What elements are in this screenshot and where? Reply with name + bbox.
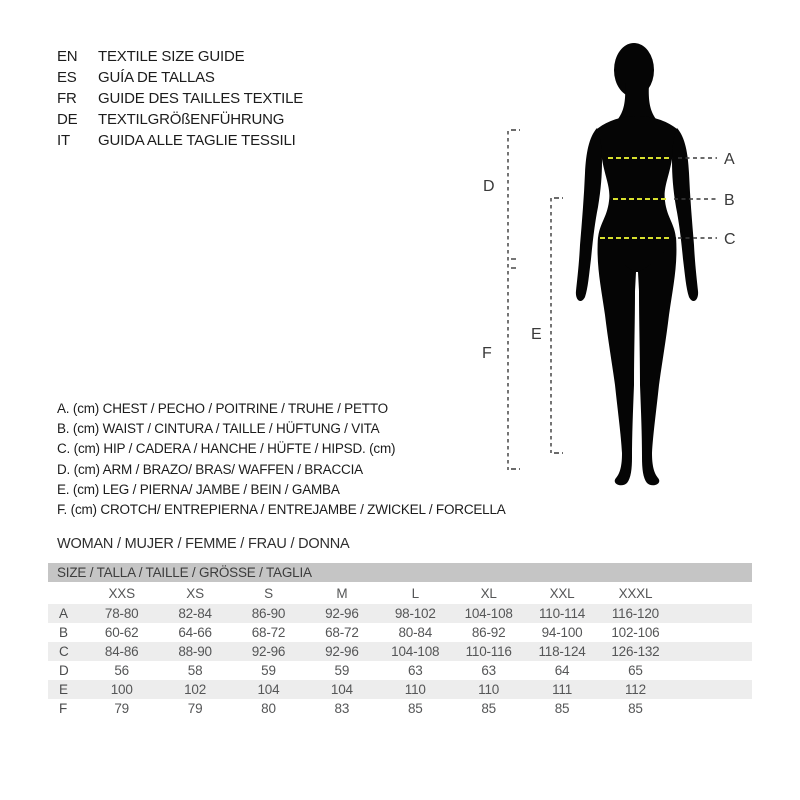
lang-title: TEXTILE SIZE GUIDE	[98, 48, 245, 65]
lang-title: GUIDE DES TAILLES TEXTILE	[98, 90, 304, 107]
lang-row-fr	[57, 88, 303, 109]
lang-title: GUÍA DE TALLAS	[98, 69, 215, 86]
row-label: A	[59, 606, 68, 621]
cell-value: 116-120	[611, 606, 659, 621]
lang-row-de	[57, 109, 303, 130]
lang-code: DE	[57, 111, 78, 128]
col-header-l: L	[411, 585, 419, 601]
cell-value: 64-66	[178, 625, 212, 640]
col-header-m: M	[336, 585, 348, 601]
cell-value: 85	[554, 701, 570, 716]
cell-value: 56	[114, 663, 129, 678]
cell-value: 80	[261, 701, 276, 716]
cell-value: 94-100	[541, 625, 583, 640]
cell-value: 79	[187, 701, 203, 716]
table-row-a	[48, 604, 752, 623]
cell-value: 92-96	[325, 644, 359, 659]
cell-value: 110	[478, 682, 500, 697]
cell-value: 82-84	[178, 606, 212, 621]
cell-value: 58	[187, 663, 203, 678]
row-label: B	[59, 625, 68, 640]
cell-value: 104	[257, 682, 280, 697]
cell-value: 110	[404, 682, 426, 697]
silhouette-right-arm	[672, 128, 698, 301]
cell-value: 79	[114, 701, 129, 716]
cell-value: 86-90	[251, 606, 286, 621]
row-label: F	[59, 701, 68, 716]
marker-label-f: F	[482, 345, 492, 362]
woman-silhouette-diagram	[470, 25, 760, 500]
lang-row-es	[57, 67, 303, 88]
table-row-e	[48, 680, 752, 699]
woman-silhouette	[576, 43, 698, 485]
legend-line-hip: C. (cm) HIP / CADERA / HANCHE / HÜFTE / HIPSD. (cm)	[57, 441, 396, 457]
cell-value: 92-96	[325, 606, 359, 621]
cell-value: 118-124	[538, 644, 586, 659]
lang-row-en	[57, 46, 303, 67]
row-label: D	[59, 663, 69, 678]
marker-label-c: C	[724, 231, 736, 248]
legend-line-arm: D. (cm) ARM / BRAZO/ BRAS/ WAFFEN / BRACCIA	[57, 461, 363, 477]
col-header-xxs: XXS	[108, 585, 135, 601]
cell-value: 110-116	[465, 644, 512, 659]
lang-title: TEXTILGRÖßENFÜHRUNG	[98, 111, 285, 128]
marker-label-b: B	[724, 192, 735, 209]
table-row-d	[48, 661, 752, 680]
guide-lines-d-f	[508, 130, 520, 470]
cell-value: 59	[261, 663, 276, 678]
cell-value: 88-90	[178, 644, 212, 659]
cell-value: 64	[554, 663, 570, 678]
cell-value: 102-106	[611, 625, 660, 640]
silhouette-torso	[597, 116, 677, 272]
lang-title: GUIDA ALLE TAGLIE TESSILI	[98, 132, 296, 149]
marker-label-a: A	[724, 151, 735, 168]
cell-value: 65	[628, 663, 643, 678]
cell-value: 78-80	[104, 606, 139, 621]
marker-label-e: E	[531, 326, 542, 343]
language-title-list	[57, 46, 303, 151]
cell-value: 111	[552, 682, 572, 697]
silhouette-left-arm	[576, 128, 602, 301]
cell-value: 83	[334, 701, 350, 716]
measurement-legend	[57, 399, 506, 520]
col-header-xxl: XXL	[549, 585, 575, 601]
cell-value: 84-86	[104, 644, 139, 659]
guide-lines-e	[551, 198, 563, 453]
size-table-header-text: SIZE / TALLA / TAILLE / GRÖSSE / TAGLIA	[57, 565, 312, 580]
cell-value: 102	[184, 682, 207, 697]
measurement-figure	[470, 25, 760, 500]
cell-value: 104	[330, 682, 353, 697]
col-header-xxxl: XXXL	[618, 585, 653, 601]
silhouette-left-leg	[598, 237, 636, 485]
cell-value: 85	[628, 701, 643, 716]
col-header-xs: XS	[186, 585, 204, 601]
lang-code: ES	[57, 69, 77, 86]
cell-value: 98-102	[394, 606, 436, 621]
cell-value: 112	[624, 682, 646, 697]
cell-value: 85	[481, 701, 496, 716]
lang-code: IT	[57, 132, 70, 149]
cell-value: 59	[334, 663, 350, 678]
lang-code: FR	[57, 90, 77, 107]
cell-value: 86-92	[471, 625, 506, 640]
cell-value: 63	[407, 663, 423, 678]
cell-value: 126-132	[611, 644, 660, 659]
cell-value: 68-72	[325, 625, 359, 640]
legend-line-leg: E. (cm) LEG / PIERNA/ JAMBE / BEIN / GAMBA	[57, 481, 340, 497]
lang-code: EN	[57, 48, 78, 65]
legend-line-waist: B. (cm) WAIST / CINTURA / TAILLE / HÜFTUNG / VITA	[57, 421, 380, 437]
table-row-b	[48, 623, 752, 642]
size-table	[48, 563, 752, 718]
cell-value: 68-72	[251, 625, 286, 640]
cell-value: 100	[110, 682, 133, 697]
table-row-c	[48, 642, 752, 661]
lang-row-it	[57, 130, 303, 151]
cell-value: 110-114	[538, 606, 586, 621]
cell-value: 104-108	[391, 644, 440, 659]
legend-line-crotch: F. (cm) CROTCH/ ENTREPIERNA / ENTREJAMBE / ZWICKEL / FORCELLA	[57, 502, 506, 518]
col-header-xl: XL	[480, 585, 497, 601]
silhouette-right-leg	[638, 237, 676, 485]
size-column-header-row	[48, 582, 752, 604]
col-header-s: S	[264, 585, 273, 601]
table-row-f	[48, 699, 752, 718]
cell-value: 92-96	[251, 644, 286, 659]
row-label: C	[59, 644, 69, 659]
cell-value: 60-62	[104, 625, 139, 640]
cell-value: 104-108	[464, 606, 513, 621]
table-group-title: WOMAN / MUJER / FEMME / FRAU / DONNA	[57, 536, 350, 552]
legend-line-chest: A. (cm) CHEST / PECHO / POITRINE / TRUHE / PETTO	[57, 401, 388, 416]
cell-value: 85	[407, 701, 423, 716]
marker-label-d: D	[483, 178, 495, 195]
cell-value: 63	[481, 663, 496, 678]
row-label: E	[59, 682, 68, 697]
size-table-header-bar	[48, 563, 752, 582]
cell-value: 80-84	[398, 625, 433, 640]
